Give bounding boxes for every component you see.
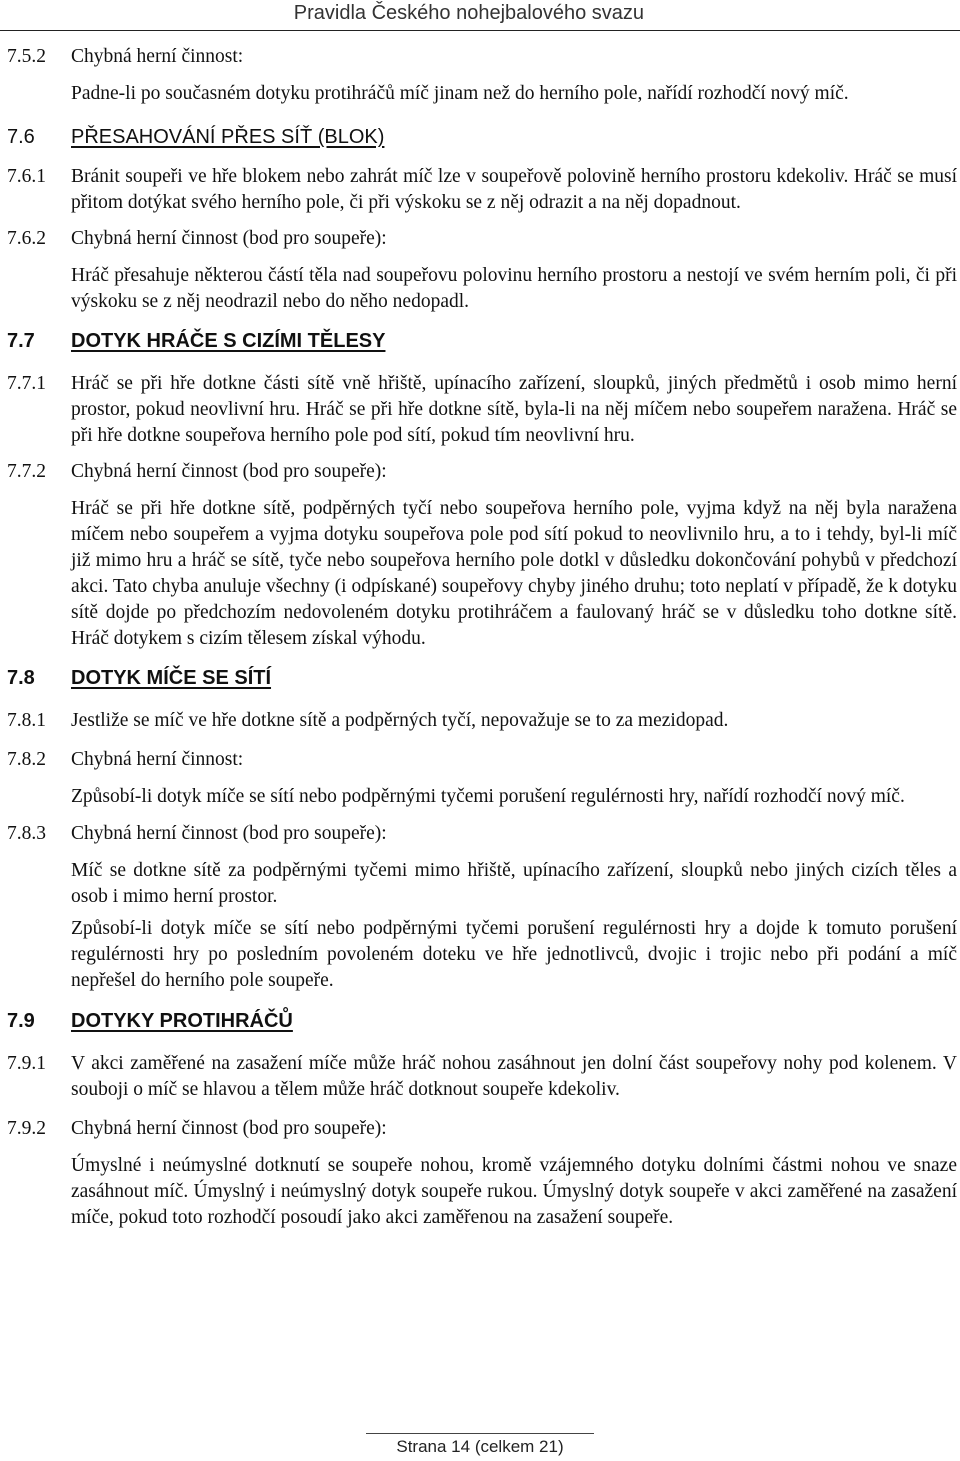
section-title: PŘESAHOVÁNÍ PŘES SÍŤ (BLOK)	[71, 126, 385, 148]
clause-number: 7.6.1	[7, 166, 46, 187]
clause-7-7-2	[7, 459, 957, 485]
clause-7-6-2	[7, 226, 957, 252]
running-header: Pravidla Českého nohejbalového svazu	[293, 2, 644, 24]
section-7-6-heading	[7, 124, 957, 150]
clause-number: 7.8.1	[7, 710, 46, 731]
footer-rule	[366, 1433, 594, 1434]
section-title: DOTYK MÍČE SE SÍTÍ	[71, 667, 272, 689]
clause-title: Chybná herní činnost:	[71, 46, 244, 67]
clause-text: Bránit soupeři ve hře blokem nebo zahrát míč lze v soupeřově polovině herního prostoru kdekoliv. Hráč se musí přitom dotýkat svého herního pole, či při výskoku se z něj odrazit a na něj dopadnout.	[71, 166, 957, 213]
clause-paragraph: Způsobí-li dotyk míče se sítí nebo podpěrnými tyčemi porušení regulérnosti hry, nařídí rozhodčí nový míč.	[71, 786, 905, 807]
clause-paragraph: Způsobí-li dotyk míče se sítí nebo podpěrnými tyčemi porušení regulérnosti hry a dojde k tomuto porušení regulérnosti hry po posledním povoleném doteku ve hře jednotlivců, dvojic i trojic nebo při podání a míč nepřešel do herního pole soupeře.	[71, 918, 957, 991]
section-7-8-heading	[7, 665, 957, 691]
clause-7-6-1	[7, 164, 957, 216]
clause-title: Chybná herní činnost (bod pro soupeře):	[71, 461, 387, 482]
clause-7-8-2	[7, 747, 957, 773]
clause-number: 7.8.3	[7, 823, 46, 844]
clause-paragraph: Úmyslné i neúmyslné dotknutí se soupeře nohou, kromě vzájemného dotyku dolními částmi nohou ve snaze zasáhnout míč. Úmyslný i neúmyslný dotyk soupeře rukou. Úmyslný dotyk soupeře v akci zaměřené na zasažení míče, pokud toto rozhodčí posoudí jako akci zaměřenou na zasažení soupeře.	[71, 1155, 957, 1228]
clause-text: V akci zaměřené na zasažení míče může hráč nohou zasáhnout jen dolní část soupeřovy nohy pod kolenem. V souboji o míč se hlavou a tělem může hráč dotknout soupeře kdekoliv.	[71, 1053, 957, 1100]
clause-number: 7.9.1	[7, 1053, 46, 1074]
clause-paragraph: Padne-li po současném dotyku protihráčů míč jinam než do herního pole, nařídí rozhodčí nový míč.	[71, 83, 849, 104]
section-title: DOTYK HRÁČE S CIZÍMI TĚLESY	[71, 330, 386, 352]
clause-text: Jestliže se míč ve hře dotkne sítě a podpěrných tyčí, nepovažuje se to za mezidopad.	[71, 710, 729, 731]
clause-title: Chybná herní činnost:	[71, 749, 244, 770]
clause-number: 7.8.2	[7, 749, 46, 770]
section-number: 7.8	[7, 667, 35, 689]
clause-number: 7.6.2	[7, 228, 46, 249]
section-7-7-heading	[7, 328, 957, 354]
page-number: Strana 14 (celkem 21)	[396, 1437, 564, 1456]
clause-7-8-1	[7, 708, 957, 734]
section-number: 7.7	[7, 330, 35, 352]
document-body	[7, 44, 957, 1231]
clause-number: 7.9.2	[7, 1118, 46, 1139]
clause-title: Chybná herní činnost (bod pro soupeře):	[71, 228, 387, 249]
header-rule	[0, 30, 960, 31]
clause-7-5-2	[7, 44, 957, 70]
clause-paragraph: Hráč přesahuje některou částí těla nad soupeřovu polovinu herního prostoru a nestojí ve svém herním poli, či při výskoku se z něj neodrazil nebo do něho nedopadl.	[71, 265, 957, 312]
clause-number: 7.7.2	[7, 461, 46, 482]
clause-paragraph: Hráč se při hře dotkne sítě, podpěrných tyčí nebo soupeřova herního pole, vyjma když na něj byla naražena míčem nebo soupeřem a vyjma dotyku soupeřova pole pod sítí pokud to neovlivnilo hru, a to i tehdy, byl-li míč již mimo hru a hráč se sítě, tyče nebo soupeřova herního pole dotkl v důsledku dokončování pohybů v předchozí akci. Tato chyba anuluje všechny (i odpískané) soupeřovy chyby jiného druhu; toto neplatí v případě, že k dotyku sítě dojde po předchozím nedovoleném dotyku protihráčem a faulovaný hráč se v důsledku toho dotkne sítě. Hráč dotykem s cizím tělesem získal výhodu.	[71, 498, 957, 649]
section-number: 7.9	[7, 1010, 35, 1032]
section-number: 7.6	[7, 126, 35, 148]
clause-7-8-3	[7, 821, 957, 847]
clause-paragraph: Míč se dotkne sítě za podpěrnými tyčemi mimo hřiště, upínacího zařízení, sloupků nebo jiných cizích těles a osob i mimo herní prostor.	[71, 860, 957, 907]
clause-number: 7.5.2	[7, 46, 46, 67]
section-7-9-heading	[7, 1008, 957, 1034]
section-title: DOTYKY PROTIHRÁČŮ	[71, 1010, 293, 1032]
clause-title: Chybná herní činnost (bod pro soupeře):	[71, 823, 387, 844]
clause-7-9-2	[7, 1116, 957, 1142]
clause-7-7-1	[7, 371, 957, 449]
clause-text: Hráč se při hře dotkne části sítě vně hřiště, upínacího zařízení, sloupků, jiných předmětů i osob mimo herní prostor, pokud neovlivní hru. Hráč se při hře dotkne sítě, byla-li na něj míčem nebo soupeřem naražena. Hráč se při hře dotkne soupeřova herního pole pod sítí, pokud tím neovlivní hru.	[71, 373, 957, 446]
clause-title: Chybná herní činnost (bod pro soupeře):	[71, 1118, 387, 1139]
clause-number: 7.7.1	[7, 373, 46, 394]
clause-7-9-1	[7, 1051, 957, 1103]
